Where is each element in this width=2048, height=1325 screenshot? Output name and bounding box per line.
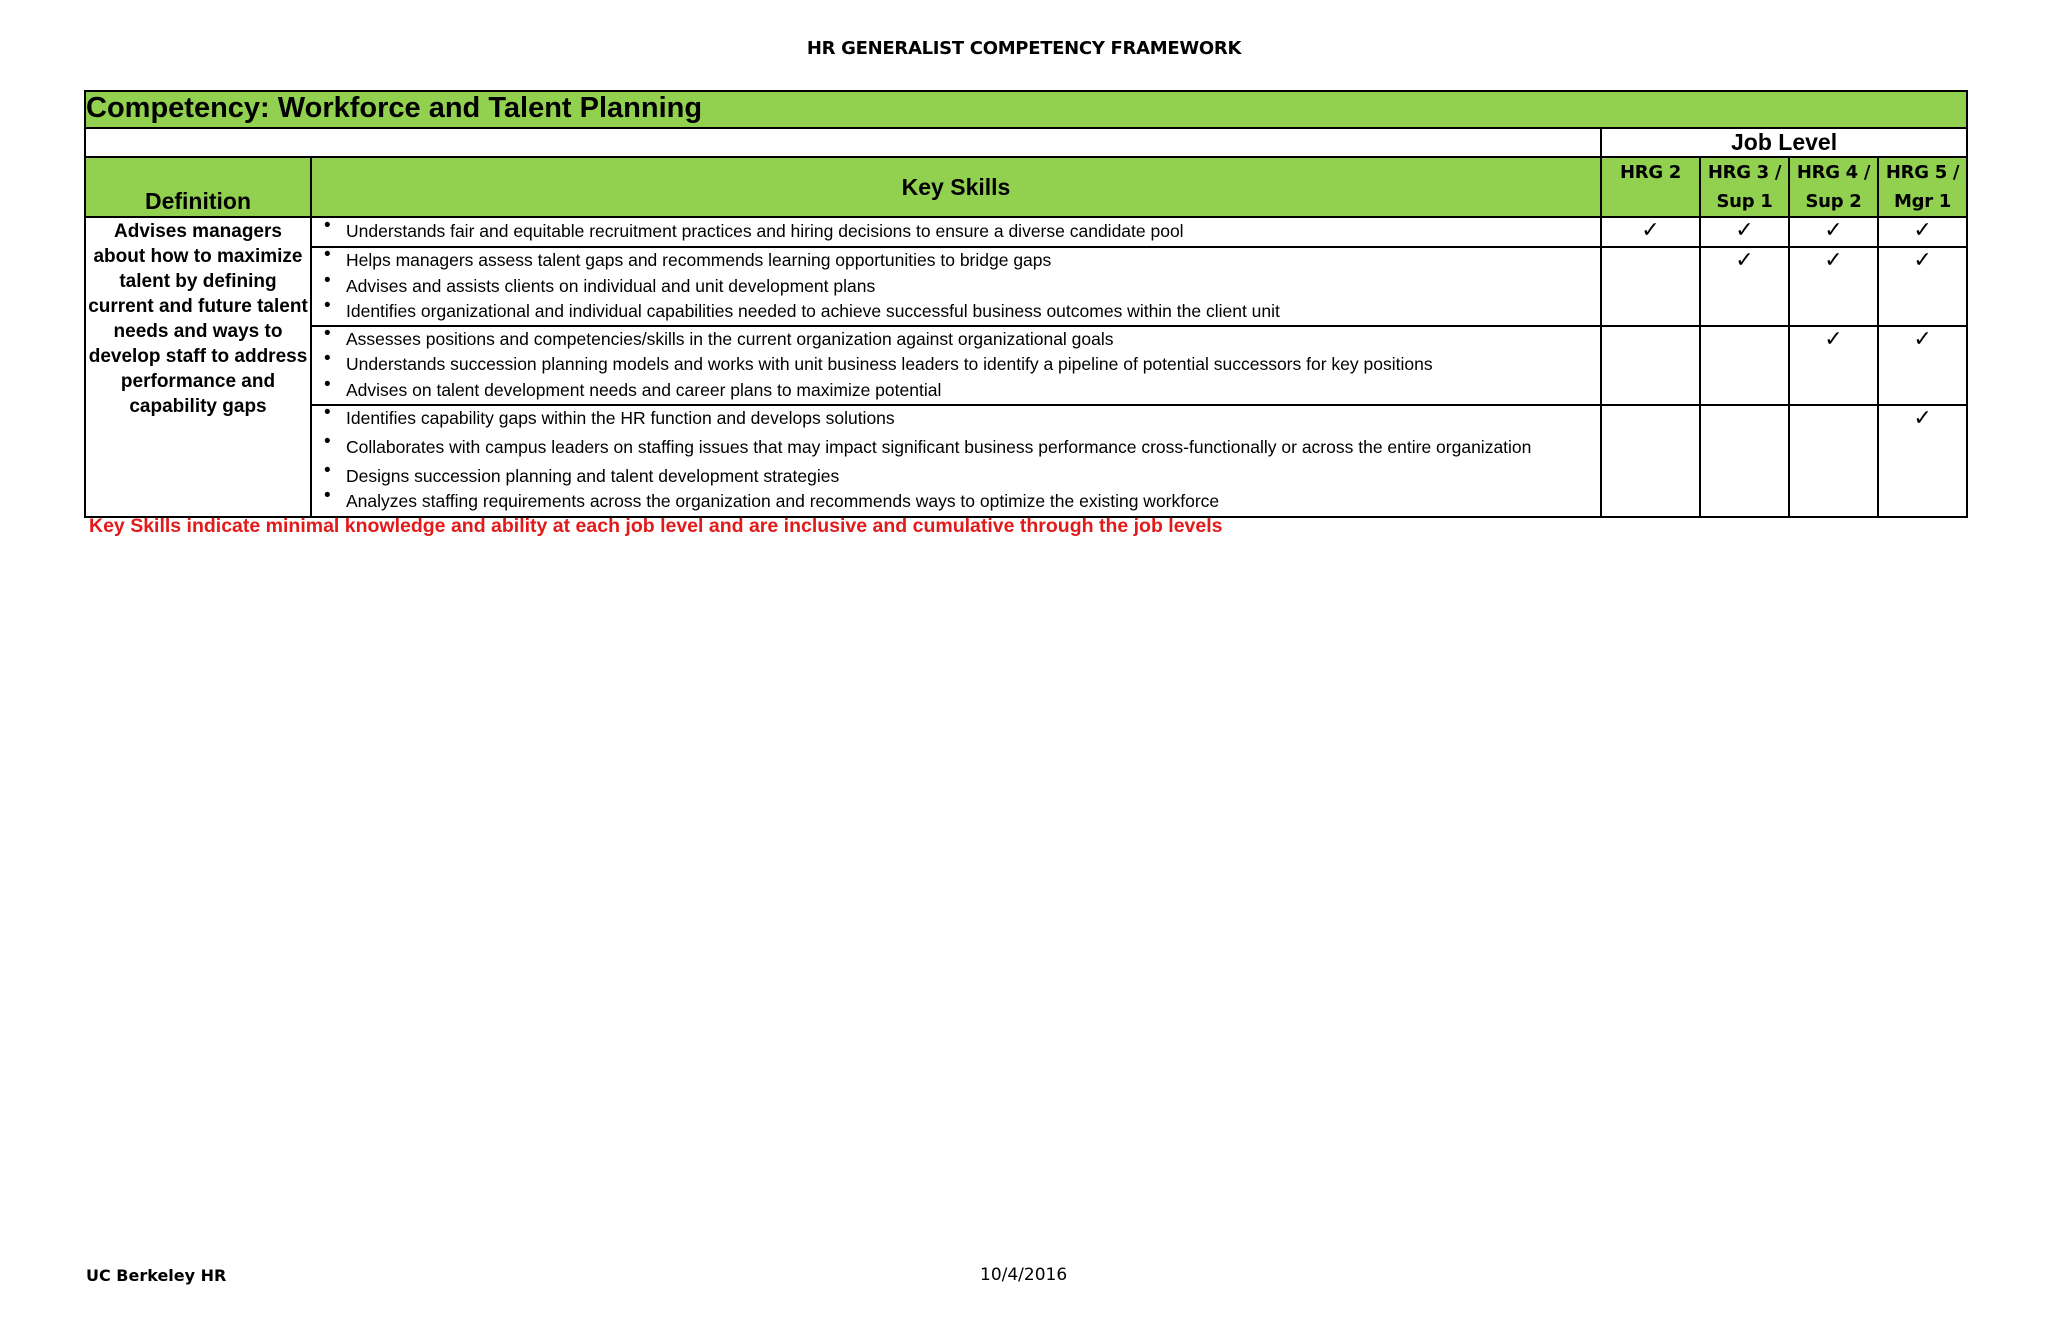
level-check-cell <box>1700 217 1789 247</box>
level-heading-line1: HRG 3 / <box>1707 162 1782 183</box>
page-title: HR GENERALIST COMPETENCY FRAMEWORK <box>806 38 1242 59</box>
bullet-icon: • <box>324 215 331 236</box>
skill-item <box>324 401 1600 431</box>
checkmark-icon: ✓ <box>1735 248 1754 273</box>
level-check-cell <box>1700 326 1789 405</box>
level-heading-line2: Sup 1 <box>1716 191 1773 212</box>
key-skills-heading: Key Skills <box>311 157 1601 217</box>
skill-item <box>324 244 1600 274</box>
level-heading-hrg5 <box>1878 157 1967 217</box>
bullet-icon: • <box>324 373 331 395</box>
level-check-cell <box>1789 247 1878 326</box>
level-check-cell <box>1601 405 1700 517</box>
skill-item <box>324 459 1600 489</box>
bullet-icon: • <box>324 484 331 506</box>
bullet-icon: • <box>324 401 331 423</box>
level-heading-hrg4 <box>1789 157 1878 217</box>
skill-text: Collaborates with campus leaders on staffing issues that may impact significant business performance cross-functionally or across the entire organization <box>346 436 1532 457</box>
level-check-cell <box>1789 326 1878 405</box>
level-heading-line1: HRG 5 / <box>1885 162 1960 183</box>
skill-item <box>324 431 1600 464</box>
checkmark-icon: ✓ <box>1824 326 1843 352</box>
level-check-cell <box>1878 405 1967 517</box>
bullet-icon: • <box>324 430 331 452</box>
bullet-icon: • <box>324 269 331 291</box>
skill-text: Designs succession planning and talent development strategies <box>346 465 840 486</box>
bullet-icon: • <box>324 348 331 369</box>
skill-item <box>324 348 1600 378</box>
skill-item <box>324 373 1600 404</box>
level-check-cell <box>1700 405 1789 517</box>
skill-text: Identifies capability gaps within the HR function and develops solutions <box>346 407 895 428</box>
definition-text: Advises managers about how to maximize talent by defining current and future talent needs and ways to develop staff to address performance and capability gaps <box>85 217 311 517</box>
job-level-spacer <box>85 128 1601 157</box>
skill-item <box>324 269 1600 300</box>
checkmark-icon: ✓ <box>1913 405 1932 431</box>
bullet-icon: • <box>324 295 331 316</box>
level-heading-line1: HRG 2 <box>1620 162 1681 183</box>
skill-text: Advises and assists clients on individual and unit development plans <box>346 275 876 296</box>
competency-title: Competency: Workforce and Talent Planning <box>85 91 1967 128</box>
skill-list-cell <box>311 322 1601 405</box>
checkmark-icon: ✓ <box>1824 248 1843 273</box>
footer-organization: UC Berkeley HR <box>86 1266 227 1285</box>
key-skills-note: Key Skills indicate minimal knowledge and ability at each job level and are inclusive and cumulative through the job levels <box>89 515 1223 537</box>
skill-group-row <box>85 217 1967 247</box>
skill-text: Understands succession planning models and works with unit business leaders to identify a pipeline of potential successors for key positions <box>346 354 1433 374</box>
definition-heading: Definition <box>85 157 311 217</box>
skill-item <box>324 215 1600 245</box>
bullet-icon: • <box>324 459 331 481</box>
job-level-heading: Job Level <box>1601 128 1967 157</box>
level-check-cell <box>1789 217 1878 247</box>
skill-text: Understands fair and equitable recruitment practices and hiring decisions to ensure a diverse candidate pool <box>346 221 1184 241</box>
level-check-cell <box>1601 217 1700 247</box>
skill-list <box>312 215 1600 245</box>
checkmark-icon: ✓ <box>1913 248 1932 273</box>
skill-text: Helps managers assess talent gaps and recommends learning opportunities to bridge gaps <box>346 250 1052 270</box>
skill-group-row <box>85 326 1967 405</box>
level-heading-hrg2 <box>1601 157 1700 217</box>
skill-item <box>324 295 1600 325</box>
header-row <box>85 157 1967 217</box>
level-check-cell <box>1878 217 1967 247</box>
skill-text: Identifies organizational and individual capabilities needed to achieve successful business outcomes within the client unit <box>346 301 1280 321</box>
checkmark-icon: ✓ <box>1641 218 1660 243</box>
footer-date: 10/4/2016 <box>980 1265 1068 1285</box>
level-check-cell <box>1878 326 1967 405</box>
level-check-cell <box>1789 405 1878 517</box>
skill-list-cell <box>311 244 1601 326</box>
checkmark-icon: ✓ <box>1913 326 1932 352</box>
competency-table <box>84 90 1968 518</box>
skill-text: Analyzes staffing requirements across the organization and recommends ways to optimize the existing workforce <box>346 490 1220 511</box>
checkmark-icon: ✓ <box>1735 218 1754 243</box>
bullet-icon: • <box>324 322 331 344</box>
level-check-cell <box>1601 247 1700 326</box>
skill-list <box>312 244 1600 325</box>
skill-text: Advises on talent development needs and career plans to maximize potential <box>346 379 942 400</box>
checkmark-icon: ✓ <box>1913 218 1932 243</box>
level-heading-line2: Mgr 1 <box>1894 191 1952 212</box>
skill-list-cell <box>311 401 1601 517</box>
level-check-cell <box>1878 247 1967 326</box>
level-heading-line1: HRG 4 / <box>1796 162 1871 183</box>
skill-item <box>324 484 1600 514</box>
skill-list-cell <box>311 217 1601 247</box>
level-heading-line2: Sup 2 <box>1805 191 1862 212</box>
checkmark-icon: ✓ <box>1824 218 1843 243</box>
job-level-row <box>85 128 1967 157</box>
skill-list <box>312 401 1600 514</box>
level-heading-hrg3 <box>1700 157 1789 217</box>
skill-item <box>324 322 1600 353</box>
bullet-icon: • <box>324 244 331 265</box>
competency-row <box>85 91 1967 128</box>
level-check-cell <box>1601 326 1700 405</box>
skill-text: Assesses positions and competencies/skills in the current organization against organizational goals <box>346 328 1114 349</box>
skill-group-row <box>85 405 1967 517</box>
level-check-cell <box>1700 247 1789 326</box>
skill-group-row <box>85 247 1967 326</box>
skill-list <box>312 322 1600 404</box>
